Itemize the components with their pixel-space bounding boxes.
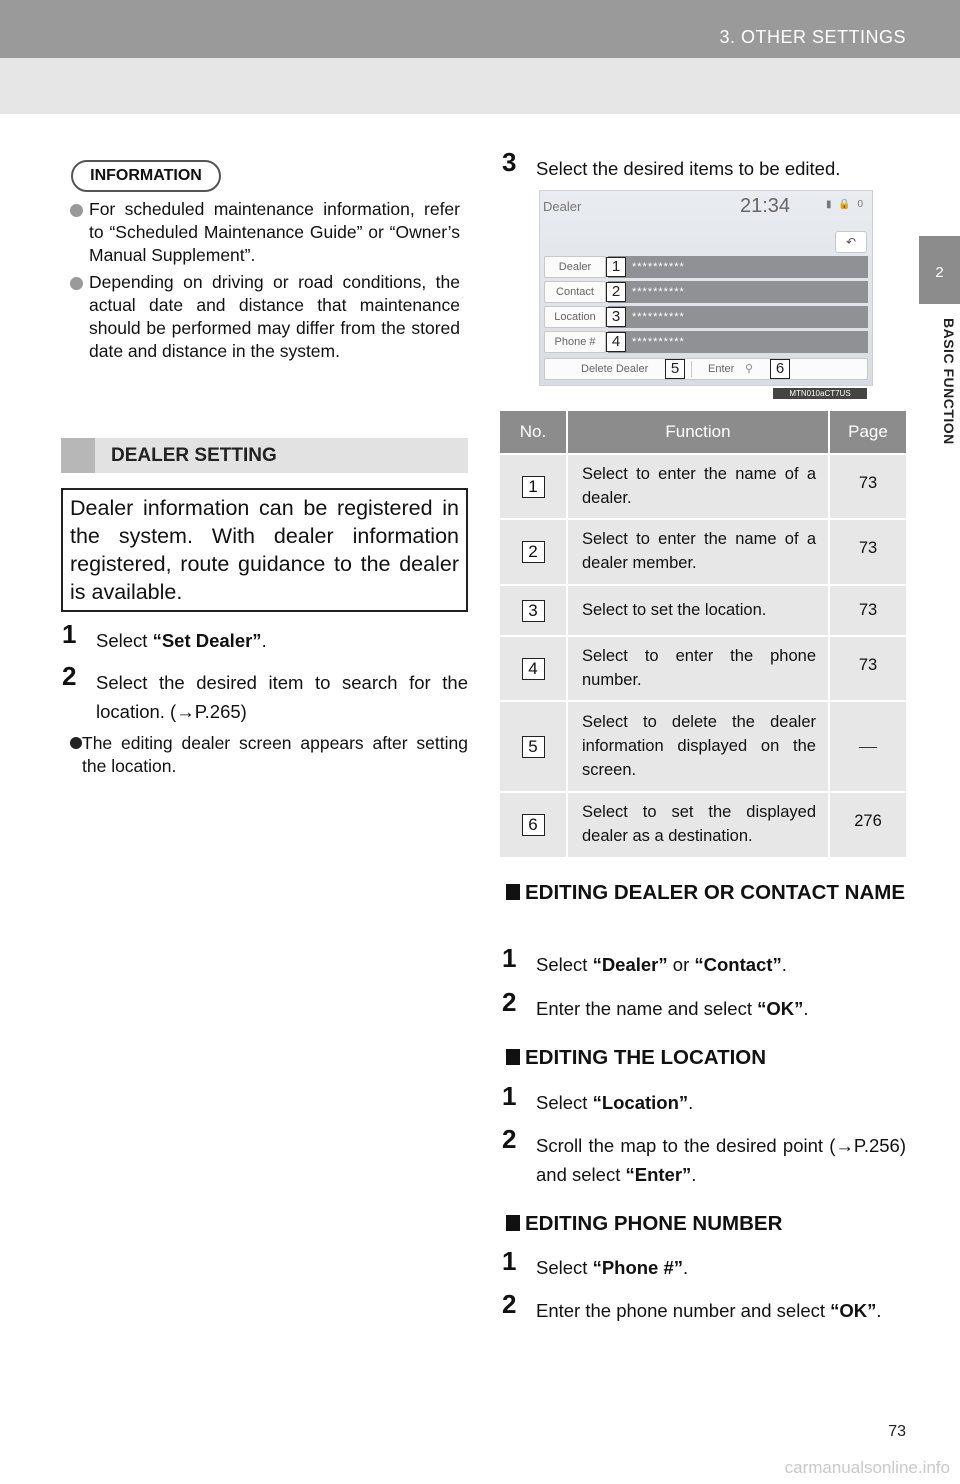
- status-icons: ▮ 🔒 0: [826, 199, 866, 210]
- page-number: 73: [888, 1423, 906, 1440]
- screen-row-location[interactable]: Location ********** 3: [544, 306, 868, 328]
- dealer-screen-image: [539, 190, 873, 386]
- bullet-icon: [70, 277, 83, 290]
- step-select-phone: 1 Select “Phone #”.: [502, 1246, 689, 1278]
- screen-row-phone[interactable]: Phone # ********** 4: [544, 331, 868, 353]
- step-enter-phone: 2 Enter the phone number and select “OK”.: [502, 1289, 882, 1321]
- table-row: 1 Select to enter the name of a dealer. 73: [500, 454, 906, 519]
- enter-button[interactable]: Enter: [708, 363, 735, 375]
- step-search-location: 2 Select the desired item to search for the location. (→P.265): [62, 661, 468, 722]
- col-function: Function: [567, 411, 829, 454]
- table-row: 4 Select to enter the phone number. 73: [500, 636, 906, 701]
- dealer-intro-box: Dealer information can be registered in the system. With dealer information registered, route guidance to the dealer is available.: [61, 488, 468, 612]
- information-list: [70, 198, 460, 367]
- bullet-icon: [70, 737, 82, 749]
- step-enter-name: 2 Enter the name and select “OK”.: [502, 987, 809, 1019]
- table-row: 5 Select to delete the dealer information displayed on the screen.: [500, 701, 906, 792]
- no-page-dash: [859, 747, 877, 748]
- col-page: Page: [829, 411, 906, 454]
- square-icon: [506, 1049, 520, 1065]
- square-icon: [506, 1215, 520, 1231]
- table-row: 6 Select to set the displayed dealer as a destination. 276: [500, 792, 906, 857]
- information-item: For scheduled maintenance information, refer to “Scheduled Maintenance Guide” or “Owner’s Manual Supplement”.: [70, 198, 460, 267]
- function-table: [500, 411, 906, 857]
- image-code: MTN010aCT7US: [773, 388, 867, 399]
- heading-edit-location: EDITING THE LOCATION: [506, 1043, 906, 1072]
- watermark: carmanualsonline.info: [784, 1458, 950, 1477]
- col-no: No.: [500, 411, 567, 454]
- chapter-tab: 2: [919, 236, 960, 304]
- header-band: [0, 58, 960, 114]
- header-bar: [0, 0, 960, 58]
- step-select-dealer-contact: 1 Select “Dealer” or “Contact”.: [502, 943, 787, 975]
- section-title: 3. OTHER SETTINGS: [719, 27, 906, 47]
- square-icon: [506, 884, 520, 900]
- step-select-items: 3 Select the desired items to be edited.: [502, 147, 841, 179]
- delete-dealer-button[interactable]: Delete Dealer: [581, 363, 649, 375]
- step-scroll-map: 2 Scroll the map to the desired point (→P.256) and select “Enter”.: [502, 1124, 906, 1185]
- screen-row-contact[interactable]: Contact ********** 2: [544, 281, 868, 303]
- screen-row-dealer[interactable]: Dealer ********** 1: [544, 256, 868, 278]
- information-label: INFORMATION: [71, 160, 221, 192]
- back-icon[interactable]: ↶: [835, 231, 867, 253]
- table-row: 3 Select to set the location. 73: [500, 585, 906, 636]
- table-row: 2 Select to enter the name of a dealer member. 73: [500, 519, 906, 585]
- heading-edit-name: EDITING DEALER OR CONTACT NAME: [506, 878, 906, 907]
- dealer-setting-heading: DEALER SETTING: [61, 438, 468, 473]
- heading-marker: [61, 438, 95, 473]
- screen-bottom-bar: Delete Dealer 5 Enter ⚲ 6: [544, 358, 868, 380]
- bullet-icon: [70, 204, 83, 217]
- note-editing-screen: The editing dealer screen appears after setting the location.: [70, 732, 468, 778]
- heading-edit-phone: EDITING PHONE NUMBER: [506, 1209, 906, 1238]
- screen-clock: 21:34: [740, 195, 791, 217]
- information-item: Depending on driving or road conditions, the actual date and distance that maintenance should be performed may differ from the stored date and distance in the system.: [70, 271, 460, 363]
- chapter-label: BASIC FUNCTION: [941, 318, 957, 445]
- step-set-dealer: 1 Select “Set Dealer”.: [62, 619, 267, 651]
- pin-icon: ⚲: [745, 363, 754, 375]
- screen-title: Dealer: [543, 199, 582, 214]
- step-select-location: 1 Select “Location”.: [502, 1081, 694, 1113]
